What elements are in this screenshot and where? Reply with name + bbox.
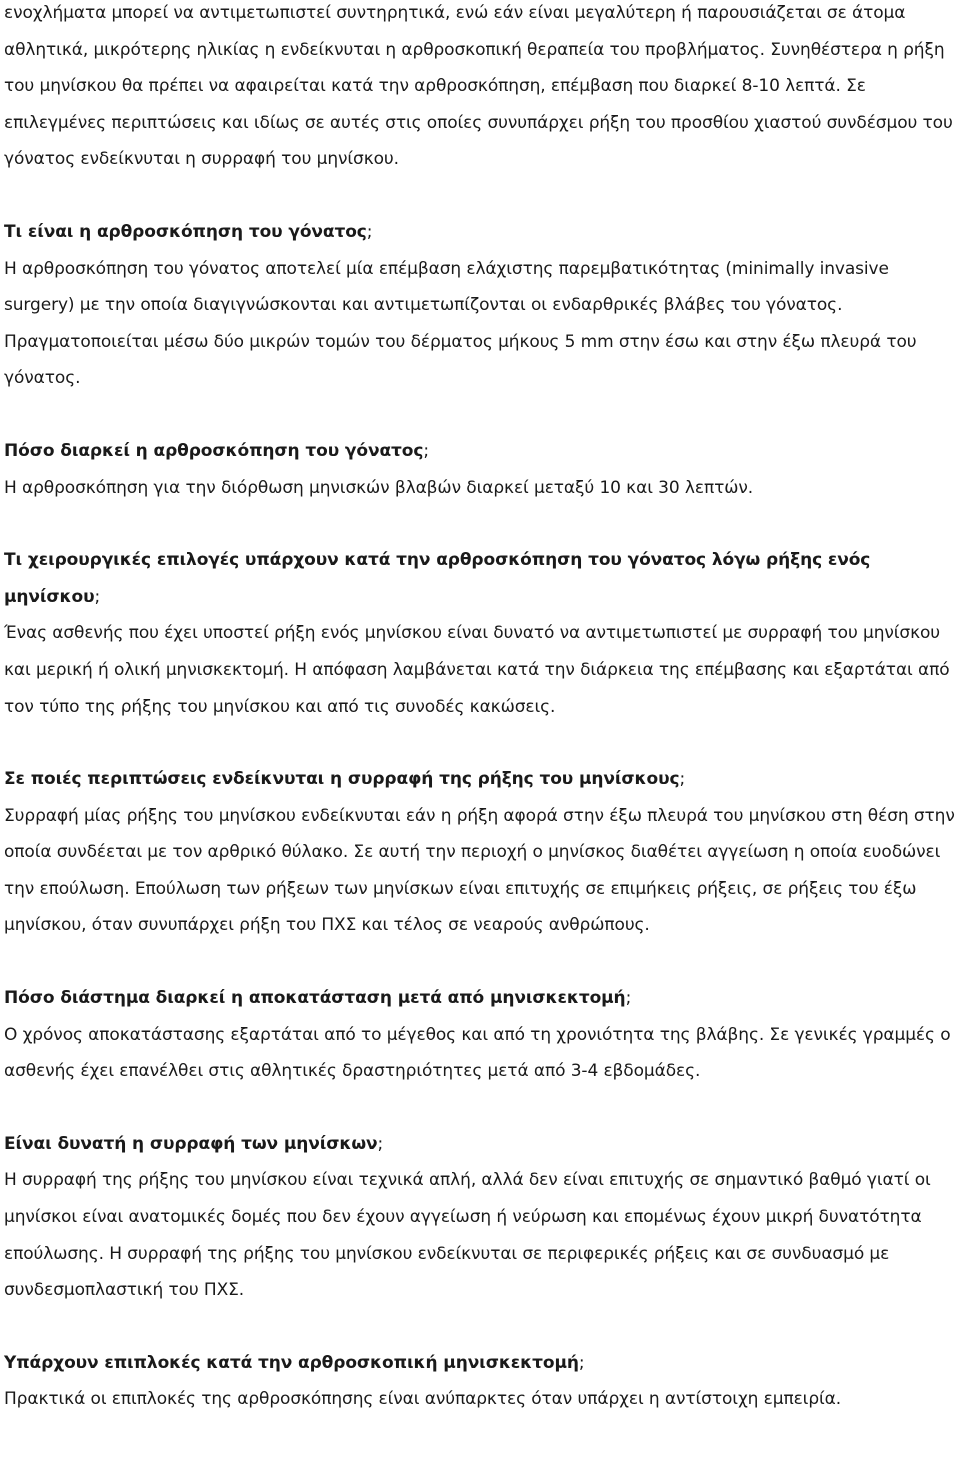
answer-paragraph: Ένας ασθενής που έχει υποστεί ρήξη ενός μηνίσκου είναι δυνατό να αντιμετωπιστεί με συρραφή του μηνίσκου και μερική ή ολική μηνισκεκτομή. Η απόφαση λαμβάνεται κατά την διάρκεια της επέμβασης και εξαρτάται από τον τύπο της ρήξης του μηνίσκου και από τις συνοδές κακώσεις. — [4, 623, 950, 717]
question-mark: ; — [679, 769, 686, 790]
section-surgical-options — [4, 542, 956, 725]
question-heading — [4, 214, 956, 251]
question-mark: ; — [423, 440, 429, 461]
question-mark: ; — [366, 221, 373, 242]
question-text: Σε ποιές περιπτώσεις ενδείκνυται η συρραφή της ρήξης του μηνίσκους — [4, 769, 680, 790]
answer-paragraph: Πρακτικά οι επιπλοκές της αρθροσκόπησης είναι ανύπαρκτες όταν υπάρχει η αντίστοιχη εμπειρία. — [4, 1389, 842, 1410]
question-mark: ; — [578, 1352, 585, 1373]
intro-paragraph: ενοχλήματα μπορεί να αντιμετωπιστεί συντηρητικά, ενώ εάν είναι μεγαλύτερη ή παρουσιάζεται σε άτομα αθλητικά, μικρότερης ηλικίας η ενδείκνυται η αρθροσκοπική θεραπεία του προβλήματος. Συνηθέστερα η ρήξη του μηνίσκου θα πρέπει να αφαιρείται κατά την αρθροσκόπηση, επέμβαση που διαρκεί 8-10 λεπτά. Σε επιλεγμένες περιπτώσεις και ιδίως σε αυτές στις οποίες συνυπάρχει ρήξη του προσθίου χιαστού συνδέσμου του γόνατος ενδείκνυται η συρραφή του μηνίσκου. — [4, 3, 953, 170]
question-heading — [4, 433, 956, 470]
answer-paragraph: Η συρραφή της ρήξης του μηνίσκου είναι τεχνικά απλή, αλλά δεν είναι επιτυχής σε σημαντικό βαθμό γιατί οι μηνίσκοι είναι ανατομικές δομές που δεν έχουν αγγείωση ή νεύρωση και επομένως έχουν μικρή δυνατότητα επούλωσης. Η συρραφή της ρήξης του μηνίσκου ενδείκνυται σε περιφερικές ρήξεις και σε συνδυασμό με συνδεσμοπλαστική του ΠΧΣ. — [4, 1170, 931, 1301]
section-suture-possible — [4, 1126, 956, 1309]
question-heading — [4, 1126, 956, 1163]
question-heading — [4, 980, 956, 1017]
answer-paragraph: Η αρθροσκόπηση του γόνατος αποτελεί μία επέμβαση ελάχιστης παρεμβατικότητας (minimally invasive surgery) με την οποία διαγιγνώσκονται και αντιμετωπίζονται οι ενδαρθρικές βλάβες του γόνατος. Πραγματοποιείται μέσω δύο μικρών τομών του δέρματος μήκους 5 mm στην έσω και στην έξω πλευρά του γόνατος. — [4, 258, 917, 389]
question-mark: ; — [625, 988, 632, 1009]
section-recovery-time — [4, 980, 956, 1090]
question-text: Υπάρχουν επιπλοκές κατά την αρθροσκοπική μηνισκεκτομή — [4, 1352, 579, 1373]
question-mark: ; — [377, 1133, 384, 1154]
answer-paragraph: Ο χρόνος αποκατάστασης εξαρτάται από το μέγεθος και από τη χρονιότητα της βλάβης. Σε γενικές γραμμές ο ασθενής έχει επανέλθει στις αθλητικές δραστηριότητες μετά από 3-4 εβδομάδες. — [4, 1024, 951, 1082]
answer-paragraph: Η αρθροσκόπηση για την διόρθωση μηνισκών βλαβών διαρκεί μεταξύ 10 και 30 λεπτών. — [4, 477, 754, 498]
question-heading — [4, 761, 956, 798]
question-mark: ; — [94, 586, 101, 607]
section-suture-indications — [4, 761, 956, 944]
document-page — [4, 0, 956, 1418]
answer-paragraph: Συρραφή μίας ρήξης του μηνίσκου ενδείκνυται εάν η ρήξη αφορά στην έξω πλευρά του μηνίσκου στη θέση στην οποία συνδέεται με τον αρθρικό θύλακο. Σε αυτή την περιοχή ο μηνίσκος διαθέτει αγγείωση η οποία ευοδώνει την επούλωση. Επούλωση των ρήξεων των μηνίσκων είναι επιτυχής σε επιμήκεις ρήξεις, σε ρήξεις του έξω μηνίσκου, όταν συνυπάρχει ρήξη του ΠΧΣ και τέλος σε νεαρούς ανθρώπους. — [4, 805, 955, 936]
question-heading — [4, 1345, 956, 1382]
question-text: Τι είναι η αρθροσκόπηση του γόνατος — [4, 221, 367, 242]
question-heading — [4, 542, 956, 615]
section-what-is-arthroscopy — [4, 214, 956, 397]
section-complications — [4, 1345, 956, 1418]
question-text: Τι χειρουργικές επιλογές υπάρχουν κατά την αρθροσκόπηση του γόνατος λόγω ρήξης ενός μηνίσκου — [4, 550, 871, 607]
question-text: Πόσο διάστημα διαρκεί η αποκατάσταση μετά από μηνισκεκτομή — [4, 988, 626, 1009]
section-duration — [4, 433, 956, 506]
question-text: Πόσο διαρκεί η αρθροσκόπηση του γόνατος — [4, 440, 424, 461]
question-text: Είναι δυνατή η συρραφή των μηνίσκων — [4, 1133, 378, 1154]
